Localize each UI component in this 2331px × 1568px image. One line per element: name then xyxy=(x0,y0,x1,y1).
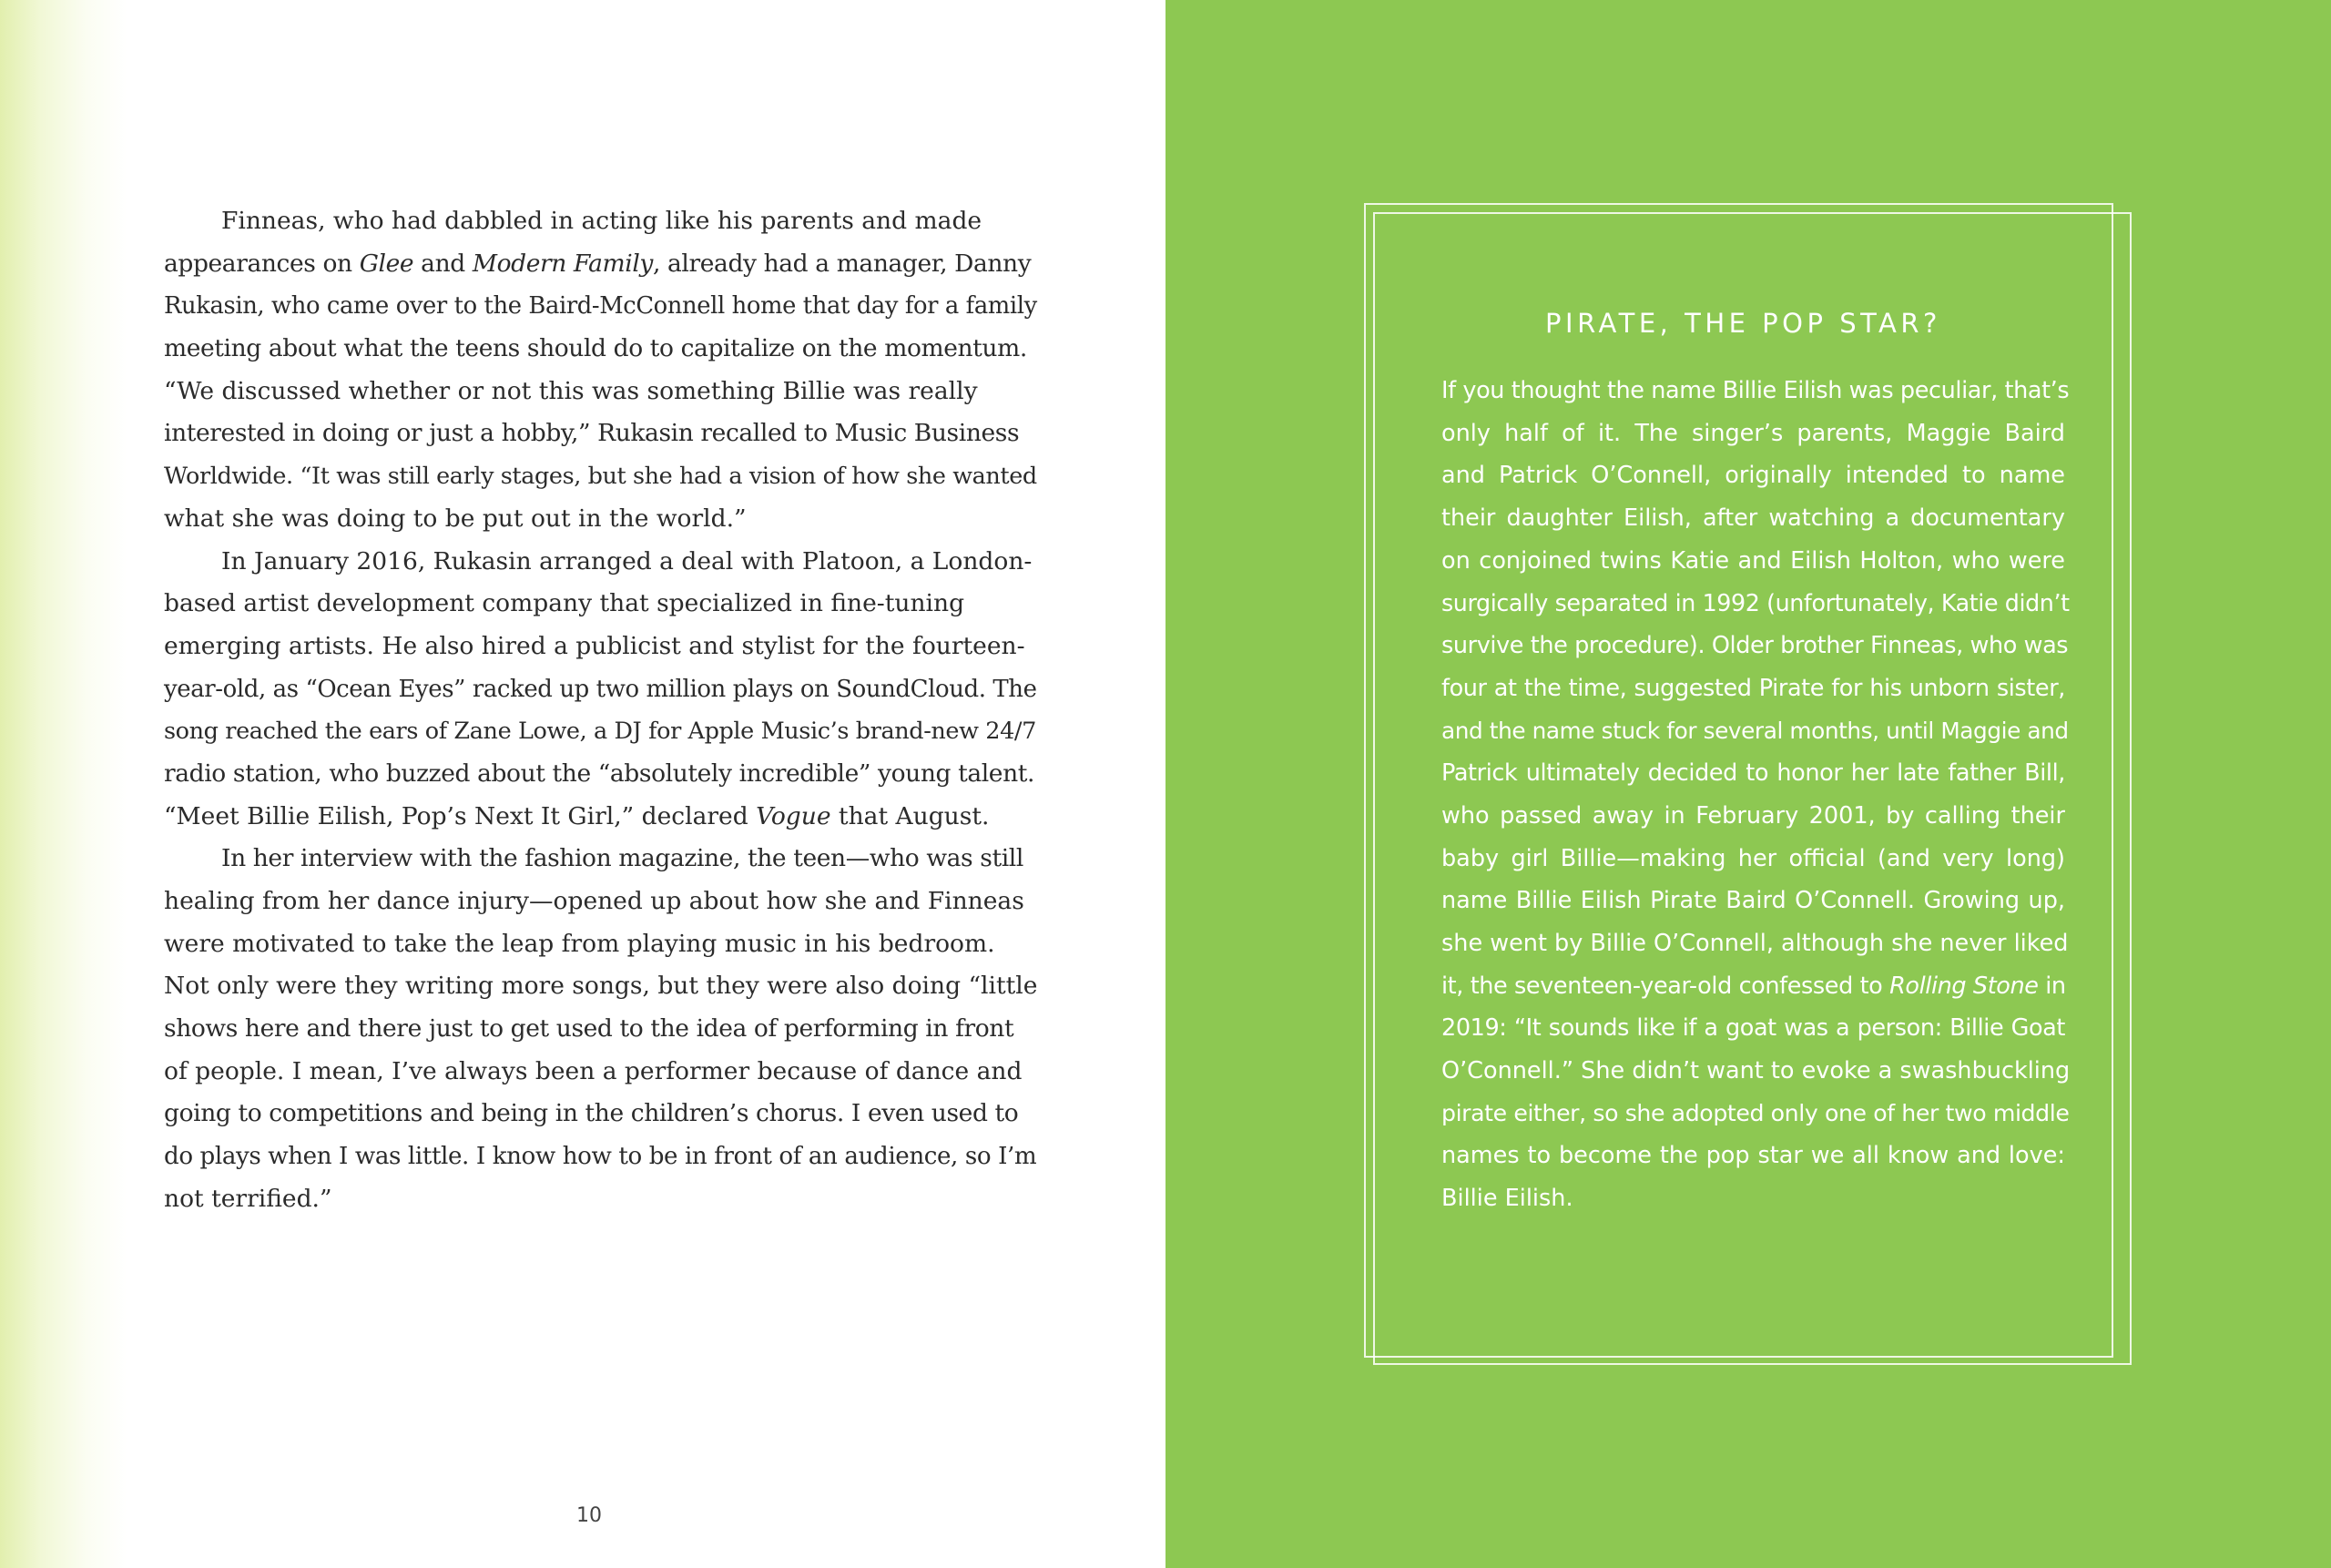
body-text-line xyxy=(164,498,1020,541)
text-run: Rukasin, who came over to the Baird-McConnell home that day for a family xyxy=(164,292,1037,321)
body-text-line xyxy=(164,881,1024,923)
body-text-line xyxy=(164,371,1020,413)
text-run: not terrified.” xyxy=(164,1184,332,1213)
text-run: who passed away in February 2001, by calling their xyxy=(1441,801,2065,830)
sidebar-text-line xyxy=(1441,412,2065,455)
sidebar-text-line xyxy=(1441,710,2069,753)
text-run: name Billie Eilish Pirate Baird O’Connell. Growing up, xyxy=(1441,887,2065,915)
text-run: going to competitions and being in the children’s chorus. I even used to xyxy=(164,1099,1019,1128)
text-run: only half of it. The singer’s parents, Maggie Baird xyxy=(1441,419,2065,447)
text-run: healing from her dance injury—opened up about how she and Finneas xyxy=(164,887,1024,915)
body-text-line xyxy=(164,328,1027,371)
body-text-line xyxy=(164,200,1020,243)
text-run: were motivated to take the leap from playing music in his bedroom. xyxy=(164,929,995,958)
text-run: year-old, as “Ocean Eyes” racked up two million plays on SoundCloud. The xyxy=(164,675,1037,703)
body-text-line xyxy=(164,1051,1023,1094)
sidebar-text-line xyxy=(1441,752,2065,795)
text-run: song reached the ears of Zane Lowe, a DJ for Apple Music’s brand-new 24/7 xyxy=(164,718,1036,746)
text-run: that August. xyxy=(830,801,990,830)
sidebar-text-line xyxy=(1441,838,2065,881)
sidebar-text-line xyxy=(1441,540,2065,583)
text-run: and the name stuck for several months, until Maggie and xyxy=(1441,717,2069,744)
sidebar-text-line xyxy=(1441,582,2070,625)
text-run: “We discussed whether or not this was something Billie was really xyxy=(164,376,978,405)
text-run: she went by Billie O’Connell, although she never liked xyxy=(1441,929,2069,957)
text-run: “Meet Billie Eilish, Pop’s Next It Girl,” declared xyxy=(164,801,757,830)
text-run: on conjoined twins Katie and Eilish Holton, who were xyxy=(1441,546,2065,575)
body-text-line xyxy=(164,1093,1020,1135)
sidebar-text-line xyxy=(1441,1007,2065,1050)
text-run: and Patrick O’Connell, originally intended to name xyxy=(1441,462,2065,490)
text-run: in xyxy=(2038,972,2066,1000)
body-text-line xyxy=(164,965,1038,1008)
sidebar-text-line xyxy=(1441,625,2069,667)
text-run: radio station, who buzzed about the “absolutely incredible” young talent. xyxy=(164,759,1035,788)
sidebar-text-line xyxy=(1441,880,2065,922)
text-run: emerging artists. He also hired a publicist and stylist for the fourteen- xyxy=(164,631,1025,660)
body-text-line xyxy=(164,753,1035,796)
body-text-line xyxy=(164,838,1023,881)
text-run: what she was doing to be put out in the world.” xyxy=(164,504,747,533)
sidebar-text-line xyxy=(1441,454,2065,497)
sidebar-text-line xyxy=(1441,922,2069,965)
text-run: their daughter Eilish, after watching a documentary xyxy=(1441,504,2065,533)
text-run: surgically separated in 1992 (unfortunately, Katie didn’t xyxy=(1441,589,2070,617)
sidebar-text-line xyxy=(1441,370,2070,412)
page-number: 10 xyxy=(576,1504,602,1527)
sidebar-text-line xyxy=(1441,795,2065,838)
text-run: do plays when I was little. I know how to be in front of an audience, so I’m xyxy=(164,1143,1037,1171)
body-text-line xyxy=(164,710,1036,753)
body-text-line xyxy=(164,626,1025,668)
sidebar-text-line xyxy=(1441,1093,2070,1135)
sidebar-text-line xyxy=(1441,667,2065,710)
body-text-line xyxy=(164,1135,1037,1178)
text-run: of people. I mean, I’ve always been a performer because of dance and xyxy=(164,1056,1023,1085)
text-run: meeting about what the teens should do to capitalize on the momentum. xyxy=(164,334,1027,363)
text-run: In January 2016, Rukasin arranged a deal with Platoon, a London- xyxy=(221,546,1033,575)
italic-text: Glee xyxy=(359,249,414,278)
italic-text: Rolling Stone xyxy=(1889,972,2039,1000)
sidebar-text-line xyxy=(1441,1050,2071,1093)
text-run: based artist development company that specialized in fine-tuning xyxy=(164,589,965,618)
body-text-line xyxy=(164,455,1037,498)
text-run: , already had a manager, Danny xyxy=(652,249,1032,278)
body-text-line xyxy=(164,1008,1020,1051)
body-text-line xyxy=(164,796,1020,839)
text-run: it, the seventeen-year-old confessed to xyxy=(1441,972,1890,1000)
right-page xyxy=(1166,0,2331,1568)
text-run: and xyxy=(413,249,473,278)
body-text-line xyxy=(164,541,1033,584)
body-text-line xyxy=(164,923,1020,966)
sidebar-text-line xyxy=(1441,965,2065,1008)
body-text-line xyxy=(164,243,1032,286)
italic-text: Modern Family xyxy=(472,249,653,278)
sidebar-text-line xyxy=(1441,497,2065,540)
text-run: Not only were they writing more songs, but they were also doing “little xyxy=(164,972,1038,1001)
text-run: four at the time, suggested Pirate for his unborn sister, xyxy=(1441,674,2065,702)
text-run: shows here and there just to get used to the idea of performing in front xyxy=(164,1014,1014,1044)
text-run: appearances on xyxy=(164,249,360,278)
body-text-line xyxy=(164,1178,1020,1221)
text-run: baby girl Billie—making her official (and very long) xyxy=(1441,844,2065,872)
body-text-line xyxy=(164,412,1020,455)
text-run: 2019: “It sounds like if a goat was a person: Billie Goat xyxy=(1441,1014,2065,1043)
text-run: interested in doing or just a hobby,” Rukasin recalled to Music Business xyxy=(164,419,1020,448)
sidebar-title: PIRATE, THE POP STAR? xyxy=(1545,308,1941,339)
sidebar-text-line xyxy=(1441,1177,2065,1220)
text-run: O’Connell.” She didn’t want to evoke a swashbuckling xyxy=(1441,1057,2071,1084)
body-text xyxy=(164,200,1038,1221)
body-text-line xyxy=(164,668,1037,711)
sidebar-body xyxy=(1441,370,2071,1220)
text-run: Billie Eilish. xyxy=(1441,1185,1573,1213)
sidebar-text-line xyxy=(1441,1135,2065,1177)
body-text-line xyxy=(164,583,1020,626)
text-run: If you thought the name Billie Eilish was peculiar, that’s xyxy=(1441,377,2070,404)
text-run: Finneas, who had dabbled in acting like his parents and made xyxy=(221,207,982,235)
text-run: In her interview with the fashion magazine, the teen—who was still xyxy=(221,844,1023,873)
text-run: survive the procedure). Older brother Finneas, who was xyxy=(1441,632,2069,660)
body-text-line xyxy=(164,285,1037,328)
italic-text: Vogue xyxy=(756,801,831,830)
text-run: pirate either, so she adopted only one of her two middle xyxy=(1441,1099,2070,1126)
text-run: Worldwide. “It was still early stages, but she had a vision of how she wanted xyxy=(164,463,1037,491)
text-run: Patrick ultimately decided to honor her late father Bill, xyxy=(1441,759,2065,788)
text-run: names to become the pop star we all know and love: xyxy=(1441,1142,2065,1170)
